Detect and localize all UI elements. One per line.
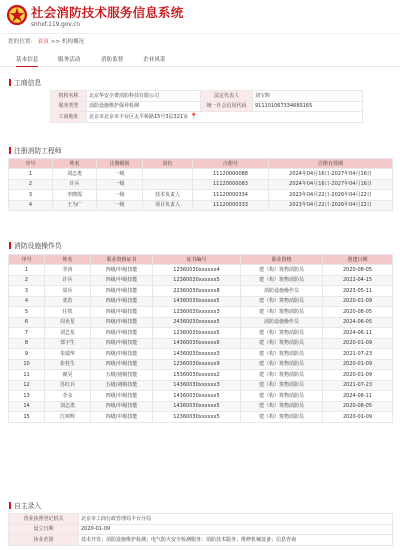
- table-cell: 13: [9, 391, 45, 402]
- table-cell: 22360030xxxxxx8: [153, 286, 241, 297]
- self-entry-row: [9, 535, 393, 546]
- table-cell: 四级/中级技能: [91, 401, 153, 412]
- table-cell: 五级/初级技能: [91, 370, 153, 381]
- business-info-table: [50, 90, 363, 123]
- table-row: [9, 338, 393, 349]
- breadcrumb-separator: >>: [50, 39, 61, 45]
- table-cell: 14360030xxxxxx5: [153, 391, 241, 402]
- business-key: 工商地址: [51, 112, 87, 123]
- table-cell: 11120000334: [193, 190, 269, 201]
- business-key: 服务类型: [51, 101, 87, 112]
- table-cell: 12360030xxxxxx5: [153, 275, 241, 286]
- column-header: 注册有效期: [269, 159, 393, 169]
- table-cell: 12360030xxxxxx5: [153, 412, 241, 423]
- section-marker: [9, 79, 11, 86]
- table-cell: [143, 179, 193, 190]
- table-cell: 五级/初级技能: [91, 380, 153, 391]
- table-cell: 2020-08-05: [323, 307, 393, 318]
- table-cell: 12360030xxxxxx4: [153, 265, 241, 276]
- business-title-text: 工商信息: [14, 79, 42, 87]
- table-cell: 1: [9, 265, 45, 276]
- table-cell: 建（构）筑物消防员: [241, 359, 323, 370]
- breadcrumb-current: 机构概况: [61, 39, 85, 45]
- table-row: [9, 412, 393, 423]
- operators-header-row: [9, 255, 393, 265]
- tab-service-activity[interactable]: 服务活动: [58, 57, 81, 63]
- table-cell: 四级/中级技能: [91, 338, 153, 349]
- site-header: [0, 0, 400, 34]
- table-cell: 8: [9, 338, 45, 349]
- table-cell: 张桂生: [45, 359, 91, 370]
- table-cell: 3: [9, 190, 53, 201]
- table-cell: 2023年04月22日-2026年04月22日: [269, 200, 393, 211]
- table-cell: 2022-04-15: [323, 275, 393, 286]
- table-cell: 四级/中级技能: [91, 391, 153, 402]
- self-entry-key: 执业范围: [9, 535, 79, 546]
- engineers-table: [8, 158, 393, 211]
- tab-bar: [0, 56, 400, 67]
- table-cell: 4: [9, 200, 53, 211]
- table-cell: 建（构）筑物消防员: [241, 328, 323, 339]
- table-cell: 2020-01-09: [323, 296, 393, 307]
- self-entry-title-text: 自主录入: [14, 502, 42, 510]
- column-header: 创建日期: [323, 255, 393, 265]
- table-cell: 2020-01-09: [323, 338, 393, 349]
- column-header: 证书编号: [153, 255, 241, 265]
- table-cell: 建（构）筑物消防员: [241, 412, 323, 423]
- site-domain: shhxf.119.gov.cn: [31, 22, 81, 28]
- table-cell: 建（构）筑物消防员: [241, 391, 323, 402]
- table-cell: 3: [9, 286, 45, 297]
- self-entry-table: [8, 513, 393, 546]
- business-row: [51, 112, 363, 123]
- self-entry-value: 技术开发；消防设施维护检测；电气防火安全检测服务；消防技术服务；维修机械设备；信息咨询: [79, 535, 393, 546]
- table-cell: 许兵: [45, 275, 91, 286]
- table-row: [9, 179, 393, 190]
- table-cell: 12: [9, 380, 45, 391]
- self-entry-key: 设立日期: [9, 524, 79, 535]
- table-row: [9, 317, 393, 328]
- table-cell: 一级: [97, 190, 143, 201]
- tab-basic-info[interactable]: 基本信息: [16, 57, 38, 67]
- table-cell: 2: [9, 179, 53, 190]
- breadcrumb: [8, 39, 84, 46]
- table-cell: 技术负责人: [143, 190, 193, 201]
- column-header: 注册级别: [97, 159, 143, 169]
- self-entry-value: 北京市工商行政管理局丰台分局: [79, 514, 393, 525]
- table-cell: 一级: [97, 179, 143, 190]
- section-marker: [9, 242, 11, 249]
- business-value: 刘宝辉: [253, 91, 363, 102]
- table-cell: 2023年04月22日-2026年04月22日: [269, 190, 393, 201]
- table-row: [9, 391, 393, 402]
- self-entry-section-title: [9, 502, 41, 510]
- column-header: 姓名: [53, 159, 97, 169]
- table-cell: 建（构）筑物消防员: [241, 349, 323, 360]
- tab-company-profile[interactable]: 企业风采: [143, 57, 166, 63]
- tab-fire-supervision[interactable]: 消防监督: [101, 57, 124, 63]
- business-row: [51, 101, 363, 112]
- table-cell: 消防设施操作员: [241, 317, 323, 328]
- table-cell: 江树辉: [45, 412, 91, 423]
- table-cell: 11120000333: [193, 200, 269, 211]
- table-cell: 2021-07-23: [323, 380, 393, 391]
- table-row: [9, 200, 393, 211]
- table-cell: 刘志勇: [45, 401, 91, 412]
- table-cell: 5: [9, 307, 45, 318]
- table-cell: 24360030xxxxxx5: [153, 317, 241, 328]
- column-header: 序号: [9, 159, 53, 169]
- table-cell: 2: [9, 275, 45, 286]
- fire-emblem-icon: [6, 4, 28, 26]
- table-cell: 6: [9, 317, 45, 328]
- table-row: [9, 380, 393, 391]
- table-cell: 许兵: [53, 179, 97, 190]
- table-cell: 建（构）筑物消防员: [241, 380, 323, 391]
- table-cell: 李永: [45, 391, 91, 402]
- table-cell: 2024-06-05: [323, 317, 393, 328]
- table-cell: 7: [9, 328, 45, 339]
- map-pin-icon[interactable]: 📍: [190, 113, 198, 121]
- table-cell: 2024-06-11: [323, 391, 393, 402]
- table-cell: 15360030xxxxxx2: [153, 370, 241, 381]
- table-cell: 四级/中级技能: [91, 275, 153, 286]
- table-cell: 2024年04月16日-2027年04月16日: [269, 169, 393, 180]
- column-header: 姓名: [45, 255, 91, 265]
- table-cell: 2020-08-05: [323, 401, 393, 412]
- table-cell: 2024-06-11: [323, 328, 393, 339]
- table-row: [9, 169, 393, 180]
- business-section-title: [9, 79, 41, 87]
- table-row: [9, 296, 393, 307]
- table-cell: 四级/中级技能: [91, 349, 153, 360]
- table-cell: 建（构）筑物消防员: [241, 275, 323, 286]
- table-cell: 2023-05-11: [323, 286, 393, 297]
- table-cell: 李晓霞: [53, 190, 97, 201]
- table-cell: 建（构）筑物消防员: [241, 370, 323, 381]
- table-cell: 建（构）筑物消防员: [241, 296, 323, 307]
- operators-title-text: 消防设施操作员: [14, 242, 62, 250]
- table-cell: 1: [9, 169, 53, 180]
- self-entry-row: [9, 514, 393, 525]
- table-cell: 项目负责人: [143, 200, 193, 211]
- engineers-header-row: [9, 159, 393, 169]
- table-cell: 四级/中级技能: [91, 317, 153, 328]
- table-cell: 11: [9, 370, 45, 381]
- column-header: 职业资格: [241, 255, 323, 265]
- table-cell: 14360030xxxxxx5: [153, 401, 241, 412]
- business-key: 统一社会信用代码: [201, 101, 253, 112]
- table-cell: 任铁: [45, 307, 91, 318]
- business-address: 北京市北京市丰台区太平桥路15号3层321室: [89, 114, 189, 121]
- table-cell: 郑宇生: [45, 338, 91, 349]
- column-header: 岗位: [143, 159, 193, 169]
- table-cell: 14: [9, 401, 45, 412]
- table-cell: 10: [9, 359, 45, 370]
- table-cell: 一级: [97, 169, 143, 180]
- table-cell: 一级: [97, 200, 143, 211]
- table-cell: 四级/中级技能: [91, 328, 153, 339]
- business-address-cell: [87, 112, 363, 123]
- table-cell: 14360030xxxxxx5: [153, 296, 241, 307]
- breadcrumb-home-link[interactable]: 首页: [37, 39, 49, 45]
- breadcrumb-prefix: 您的位置：: [8, 39, 36, 45]
- table-cell: 建（构）筑物消防员: [241, 265, 323, 276]
- table-cell: 颜昊: [45, 370, 91, 381]
- table-cell: 四级/中级技能: [91, 359, 153, 370]
- table-cell: 2020-01-09: [323, 359, 393, 370]
- business-key: 法定代表人: [201, 91, 253, 102]
- operators-section-title: [9, 242, 62, 250]
- table-cell: 朱瑞华: [45, 349, 91, 360]
- business-value: 消防设施维护保养检测: [87, 101, 201, 112]
- business-row: [51, 91, 363, 102]
- table-row: [9, 401, 393, 412]
- table-cell: 11120000083: [193, 179, 269, 190]
- table-cell: [143, 169, 193, 180]
- table-cell: 2020-08-05: [323, 265, 393, 276]
- business-key: 机构名称: [51, 91, 87, 102]
- self-entry-value: 2020-01-09: [79, 524, 393, 535]
- table-cell: 王为广: [53, 200, 97, 211]
- table-cell: 12360030xxxxxx9: [153, 359, 241, 370]
- table-row: [9, 265, 393, 276]
- table-cell: 2024年04月16日-2027年04月16日: [269, 179, 393, 190]
- site-title: 社会消防技术服务信息系统: [31, 5, 184, 20]
- table-cell: 周兵: [45, 286, 91, 297]
- table-cell: 消防设施操作员: [241, 286, 323, 297]
- table-cell: 14360030xxxxxx6: [153, 338, 241, 349]
- table-cell: 12360030xxxxxx3: [153, 307, 241, 318]
- table-cell: 2020-01-09: [323, 412, 393, 423]
- table-cell: 2020-01-09: [323, 370, 393, 381]
- table-cell: 周更星: [45, 317, 91, 328]
- table-cell: 四级/中级技能: [91, 265, 153, 276]
- table-row: [9, 307, 393, 318]
- table-row: [9, 286, 393, 297]
- section-marker: [9, 147, 11, 154]
- column-header: 注册号: [193, 159, 269, 169]
- table-cell: 刘志勇: [53, 169, 97, 180]
- table-cell: 四级/中级技能: [91, 412, 153, 423]
- table-cell: 张浩: [45, 296, 91, 307]
- engineers-title-text: 注册消防工程师: [14, 147, 62, 155]
- operators-table: [8, 254, 393, 423]
- business-value: 91110106733468S165: [253, 101, 363, 112]
- table-row: [9, 190, 393, 201]
- table-cell: 14360030xxxxxx3: [153, 380, 241, 391]
- table-cell: 刘艺星: [45, 328, 91, 339]
- table-cell: 15: [9, 412, 45, 423]
- table-cell: 14360030xxxxxx3: [153, 349, 241, 360]
- table-cell: 12360030xxxxxx5: [153, 328, 241, 339]
- business-value: 北京华安全费消防科技有限公司: [87, 91, 201, 102]
- self-entry-key: 营业执照登记机关: [9, 514, 79, 525]
- table-cell: 四级/中级技能: [91, 286, 153, 297]
- table-row: [9, 359, 393, 370]
- table-row: [9, 328, 393, 339]
- section-marker: [9, 502, 11, 509]
- table-cell: 李涛: [45, 265, 91, 276]
- table-cell: 2021-07-23: [323, 349, 393, 360]
- table-cell: 建（构）筑物消防员: [241, 338, 323, 349]
- self-entry-row: [9, 524, 393, 535]
- table-cell: 11120000088: [193, 169, 269, 180]
- table-cell: 苏红兵: [45, 380, 91, 391]
- table-cell: 四级/中级技能: [91, 296, 153, 307]
- table-cell: 9: [9, 349, 45, 360]
- column-header: 序号: [9, 255, 45, 265]
- column-header: 职业资格证书: [91, 255, 153, 265]
- table-row: [9, 275, 393, 286]
- table-row: [9, 370, 393, 381]
- table-cell: 4: [9, 296, 45, 307]
- table-cell: 四级/中级技能: [91, 307, 153, 318]
- table-row: [9, 349, 393, 360]
- table-cell: 建（构）筑物消防员: [241, 307, 323, 318]
- engineers-section-title: [9, 147, 62, 155]
- table-cell: 建（构）筑物消防员: [241, 401, 323, 412]
